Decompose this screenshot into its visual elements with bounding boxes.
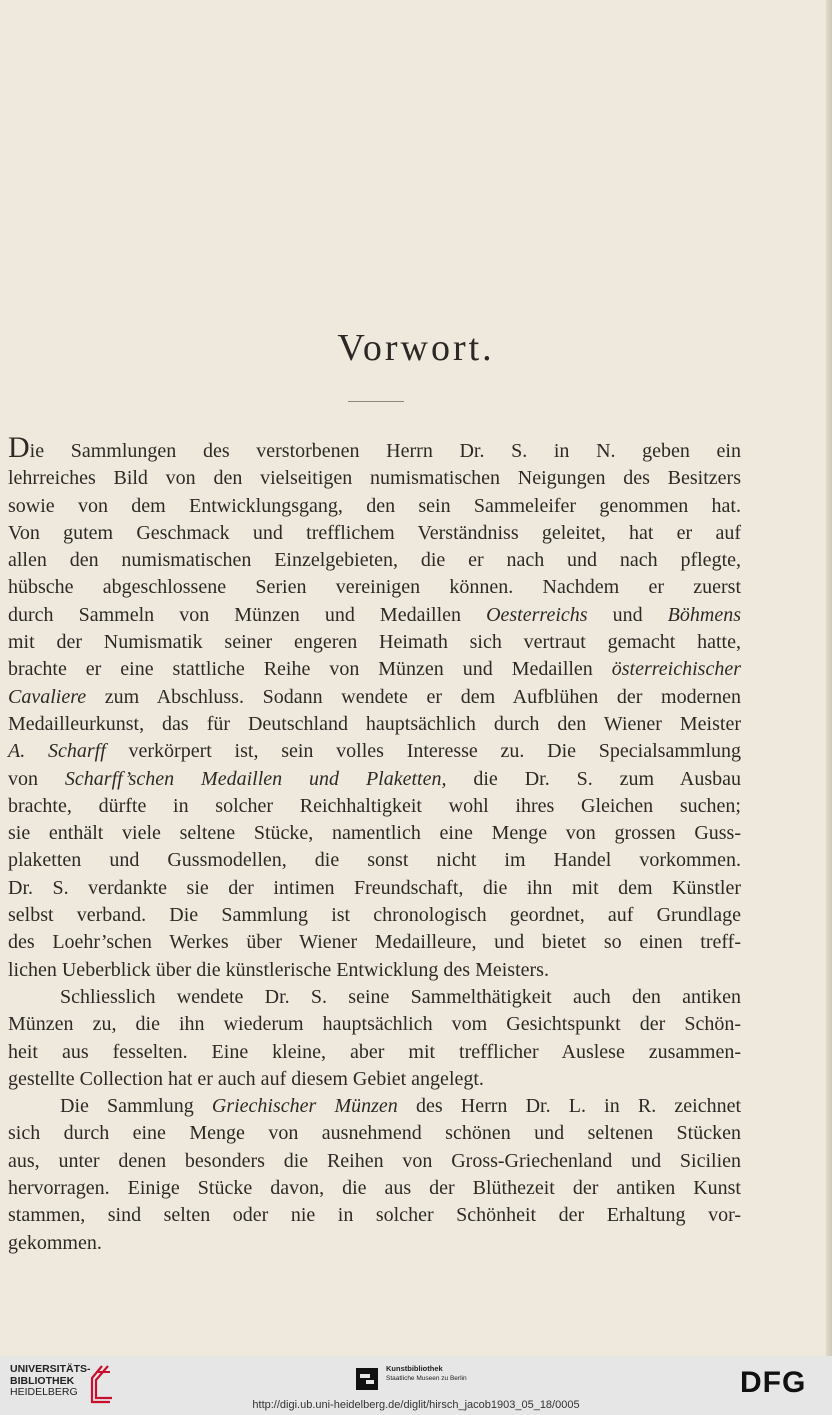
text-line (8, 1202, 741, 1229)
emphasized-text: österreichischer (611, 658, 741, 681)
text-line (8, 902, 741, 929)
text-line (8, 520, 741, 547)
text-line (8, 875, 741, 902)
text-line (8, 574, 741, 601)
text-line (8, 711, 741, 738)
emphasized-text: A. Scharff (8, 740, 106, 763)
text-run: Medailleurkunst, das für Deutschland hauptsächlich durch den Wiener Meister (8, 712, 741, 735)
emphasized-text: Griechischer Münzen (211, 1095, 398, 1118)
drop-cap: D (8, 431, 30, 464)
text-run: durch Sammeln von Münzen und Medaillen (8, 603, 487, 626)
title-divider (348, 401, 404, 402)
text-run: hervorragen. Einige Stücke davon, die aus der Blüthezeit der antiken Kunst (8, 1177, 741, 1200)
text-line (8, 656, 741, 683)
text-line (8, 684, 741, 711)
text-run: Die Sammlung (60, 1095, 212, 1118)
text-run: sie enthält viele seltene Stücke, namentlich eine Menge von grossen Guss- (8, 822, 741, 845)
emphasized-text: Böhmens (667, 603, 741, 626)
page-edge-shadow (826, 0, 832, 1356)
text-run: ie Sammlungen des verstorbenen Herrn Dr. S. in N. geben ein (29, 440, 741, 462)
text-line (8, 847, 741, 874)
text-run: Von gutem Geschmack und trefflichem Verständniss geleitet, hat er auf (8, 521, 741, 544)
permalink-url[interactable]: http://digi.ub.uni-heidelberg.de/diglit/hirsch_jacob1903_05_18/0005 (252, 1399, 580, 1411)
text-run: brachte, dürfte in solcher Reichhaltigkeit wohl ihres Gleichen suchen; (8, 794, 741, 817)
text-run: sich durch eine Menge von ausnehmend schönen und seltenen Stücken (8, 1122, 741, 1145)
text-line (8, 1148, 741, 1175)
body-text (8, 431, 742, 1257)
ub-heidelberg-logo[interactable] (10, 1363, 91, 1399)
text-run: und (587, 603, 668, 626)
text-run: des Herrn Dr. L. in R. zeichnet (397, 1095, 742, 1118)
page-title: Vorwort. (337, 327, 495, 369)
text-line (8, 766, 741, 793)
text-run: selbst verband. Die Sammlung ist chronologisch geordnet, auf Grundlage (8, 904, 741, 927)
text-line (8, 820, 741, 847)
text-line (8, 984, 741, 1011)
ub-logo-line1: UNIVERSITÄTS- (10, 1363, 91, 1375)
text-run: gestellte Collection hat er auch auf diesem Gebiet angelegt. (8, 1067, 484, 1090)
text-run: sowie von dem Entwicklungsgang, den sein Sammeleifer genommen hat. (8, 494, 741, 517)
kunstbibliothek-subtitle: Staatliche Museen zu Berlin (386, 1375, 467, 1382)
text-run: die Dr. S. zum Ausbau (446, 767, 741, 790)
text-line (8, 493, 741, 520)
text-run: hübsche abgeschlossene Serien vereinigen können. Nachdem er zuerst (8, 576, 741, 599)
text-run: aus, unter denen besonders die Reihen von Gross-Griechenland und Sicilien (8, 1149, 741, 1172)
text-line (8, 929, 741, 956)
text-line (8, 1093, 741, 1120)
text-line (8, 602, 741, 629)
text-line (8, 1039, 741, 1066)
text-line (8, 793, 741, 820)
text-run: verkörpert ist, sein volles Interesse zu. Die Specialsammlung (105, 740, 741, 763)
text-run: gekommen. (8, 1231, 102, 1254)
ub-logo-line3: HEIDELBERG (10, 1386, 78, 1398)
text-run: mit der Numismatik seiner engeren Heimath sich vertraut gemacht hatte, (8, 631, 741, 654)
text-run: des Loehr’schen Werkes über Wiener Medailleure, und bietet so einen treff- (8, 931, 741, 954)
kunstbibliothek-title: Kunstbibliothek (386, 1364, 443, 1373)
text-line (8, 957, 741, 984)
text-line (8, 1066, 741, 1093)
text-line (8, 547, 741, 574)
text-line (8, 1230, 741, 1257)
text-run: Münzen zu, die ihn wiederum hauptsächlich vom Gesichtspunkt der Schön- (8, 1013, 741, 1036)
dfg-logo[interactable]: DFG (740, 1366, 807, 1399)
text-line (8, 1175, 741, 1202)
text-run: zum Abschluss. Sodann wendete er dem Aufblühen der modernen (86, 685, 741, 708)
emphasized-text: Scharff’schen Medaillen und Plaketten, (64, 767, 447, 790)
text-run: brachte er eine stattliche Reihe von Münzen und Medaillen (8, 658, 612, 681)
text-line (8, 738, 741, 765)
text-line (8, 431, 741, 465)
text-line (8, 629, 741, 656)
text-run: stammen, sind selten oder nie in solcher Schönheit der Erhaltung vor- (8, 1204, 741, 1227)
text-line (8, 1120, 741, 1147)
text-run: heit aus fesselten. Eine kleine, aber mit trefflicher Auslese zusammen- (8, 1040, 741, 1063)
text-run: lichen Ueberblick über die künstlerische Entwicklung des Meisters. (8, 958, 549, 981)
text-line (8, 1011, 741, 1038)
text-run: plaketten und Gussmodellen, die sonst nicht im Handel vorkommen. (8, 849, 741, 872)
text-run: Schliesslich wendete Dr. S. seine Sammelthätigkeit auch den antiken (60, 985, 741, 1008)
ub-logo-line2: BIBLIOTHEK (10, 1374, 75, 1387)
text-run: Dr. S. verdankte sie der intimen Freundschaft, die ihn mit dem Künstler (8, 876, 741, 899)
emphasized-text: Cavaliere (8, 685, 87, 708)
kunstbibliothek-icon (356, 1368, 378, 1390)
text-run: von (8, 767, 65, 790)
text-line (8, 465, 741, 492)
emphasized-text: Oesterreichs (486, 603, 588, 626)
text-run: allen den numismatischen Einzelgebieten, die er nach und nach pflegte, (8, 549, 741, 572)
text-run: lehrreiches Bild von den vielseitigen numismatischen Neigungen des Besitzers (8, 467, 741, 490)
